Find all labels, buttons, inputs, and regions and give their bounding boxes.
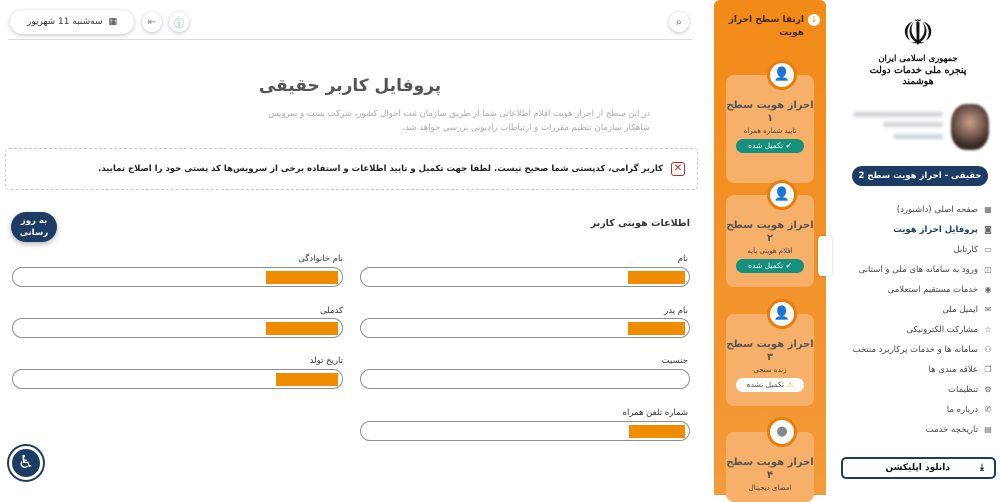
level-up-icon: ↓ bbox=[808, 14, 820, 26]
mail-icon: ✉ bbox=[984, 305, 992, 314]
user-icon: 👤 bbox=[767, 180, 797, 210]
sidebar-item-inquiry-services[interactable]: ◉ خدمات مستقیم استعلامی bbox=[887, 285, 992, 295]
status-badge: ✔ تکمیل شده bbox=[736, 139, 804, 153]
page-description: در این سطح از احراز هویت اقلام اطلاعاتی شما از طریق سازمان ثبت احوال کشور، شرکت پست و سرویس شاهکار سازمان تنظیم مقررات و ارتباطات رادیویی بررسی خواهد شد. bbox=[268, 109, 650, 133]
redacted-value bbox=[276, 373, 338, 386]
level-title: احراز هویت سطح ۳ bbox=[726, 339, 814, 363]
status-badge: ⚠ تکمیل نشده bbox=[736, 378, 804, 392]
download-label: دانلود اپلیکشن bbox=[885, 463, 951, 473]
sidebar-item-e-participation[interactable]: ☆ مشارکت الکترونیکی bbox=[906, 325, 992, 335]
last-name-label: نام خانوادگی bbox=[298, 254, 343, 264]
gender-label: جنسیت bbox=[661, 356, 688, 366]
first-name-field[interactable] bbox=[360, 267, 690, 287]
mobile-label: شماره تلفن همراه bbox=[622, 408, 688, 418]
sidebar-item-cartable[interactable]: ▭ کارتابل bbox=[953, 245, 992, 255]
redacted-value bbox=[629, 425, 685, 438]
download-app-button[interactable] bbox=[841, 457, 996, 479]
accessibility-button[interactable]: ♿ bbox=[9, 446, 43, 480]
level-card-1 bbox=[726, 67, 814, 183]
sidebar-item-dashboard[interactable]: ▦ صفحه اصلی (داشبورد) bbox=[896, 205, 992, 215]
download-icon: ⤓ bbox=[980, 463, 984, 473]
birth-date-label: تاریخ تولد bbox=[309, 356, 343, 366]
logo bbox=[868, 14, 968, 87]
sidebar-item-history[interactable]: ▤ تاریخچه خدمت bbox=[925, 425, 992, 435]
status-badge: ✔ تکمیل شده bbox=[736, 259, 804, 273]
logo-line2: پنجره ملی خدمات دولت هوشمند bbox=[869, 65, 967, 87]
user-level-badge: حقیقی - احراز هویت سطح 2 bbox=[852, 166, 988, 186]
level-subtitle: اقلام هویتی پایه bbox=[747, 247, 793, 255]
gear-icon: ⚙ bbox=[984, 385, 992, 394]
search-button[interactable]: ⌕ bbox=[669, 12, 689, 32]
redacted-value bbox=[628, 271, 685, 284]
father-name-field[interactable] bbox=[360, 318, 690, 338]
logout-button[interactable]: ⇤ bbox=[142, 12, 162, 32]
page-title: پروفایل کاربر حقیقی bbox=[258, 76, 442, 96]
history-icon: ▤ bbox=[984, 425, 992, 434]
level-title: احراز هویت سطح ۱ bbox=[726, 100, 814, 124]
gender-select[interactable] bbox=[360, 369, 690, 389]
sidebar-item-national-systems[interactable]: ◫ ورود به سامانه های ملی و استانی bbox=[858, 265, 992, 275]
top-bar bbox=[8, 8, 692, 40]
level-card-4 bbox=[726, 424, 814, 502]
sidebar-item-favorites[interactable]: ❐ علاقه مندی ها bbox=[928, 365, 992, 375]
error-icon: ✕ bbox=[671, 162, 685, 176]
login-icon: ◫ bbox=[984, 265, 992, 274]
sidebar-item-about[interactable]: ✆ درباره ما bbox=[946, 405, 992, 415]
sidebar-item-settings[interactable]: ⚙ تنظیمات bbox=[948, 385, 992, 395]
level-title: احراز هویت سطح ۴ bbox=[726, 457, 814, 481]
avatar bbox=[951, 104, 989, 150]
sidebar-nav bbox=[845, 200, 993, 440]
father-name-label: نام پدر bbox=[664, 306, 688, 316]
level-card-2 bbox=[726, 187, 814, 287]
id-icon: ◙ bbox=[984, 225, 992, 234]
user-icon: 👤 bbox=[767, 60, 797, 90]
level-title: احراز هویت سطح ۲ bbox=[726, 220, 814, 244]
date-display bbox=[10, 10, 134, 34]
level-subtitle: تایید شماره همراه bbox=[743, 127, 797, 135]
national-code-field[interactable] bbox=[12, 318, 343, 338]
redacted-value bbox=[628, 322, 685, 335]
sidebar-item-profile[interactable]: ◙ پروفایل احراز هویت bbox=[893, 225, 992, 235]
copy-icon: ❐ bbox=[984, 365, 992, 374]
panel-resize-handle[interactable] bbox=[818, 236, 832, 276]
user-icon: 👤 bbox=[767, 299, 797, 329]
sidebar-item-popular-services[interactable]: ⚇ سامانه ها و خدمات پرکاربرد منتخب bbox=[852, 345, 992, 355]
identity-levels-panel bbox=[714, 0, 826, 495]
signature-icon: ● bbox=[767, 417, 797, 447]
level-subtitle: امضای دیجیتال bbox=[748, 484, 792, 492]
database-icon: ◉ bbox=[984, 285, 992, 294]
info-button[interactable]: ⓘ bbox=[169, 12, 189, 32]
mobile-field[interactable] bbox=[360, 421, 690, 441]
postal-code-alert bbox=[5, 148, 698, 190]
emblem-icon: ☫ bbox=[901, 13, 935, 54]
sidebar-item-national-email[interactable]: ✉ ایمیل ملی bbox=[942, 305, 992, 315]
redacted-value bbox=[266, 322, 338, 335]
refresh-button[interactable]: به روز رسانی bbox=[11, 212, 57, 242]
first-name-label: نام bbox=[677, 254, 688, 264]
date-text: سه‌شنبه 11 شهریور bbox=[26, 17, 103, 27]
users-icon: ⚇ bbox=[984, 345, 992, 354]
phone-icon: ✆ bbox=[984, 405, 992, 414]
birth-date-field[interactable] bbox=[12, 369, 343, 389]
section-title: اطلاعات هویتی کاربر bbox=[590, 218, 690, 229]
grid-icon: ▦ bbox=[984, 205, 992, 214]
user-profile bbox=[848, 100, 993, 155]
levels-header: ارتقا سطح احراز هویت bbox=[728, 15, 804, 38]
last-name-field[interactable] bbox=[12, 267, 343, 287]
alert-text: کاربر گرامی، کدپستی شما صحیح نیست. لطفا جهت تکمیل و تایید اطلاعات و استفاده برخی از سرویس‌ها کد پستی خود را اصلاح نمایید. bbox=[98, 164, 663, 174]
logo-line1: جمهوری اسلامی ایران bbox=[878, 54, 958, 64]
folder-icon: ▭ bbox=[984, 245, 992, 254]
star-icon: ☆ bbox=[984, 325, 992, 334]
national-code-label: کدملی bbox=[320, 306, 343, 316]
level-card-3 bbox=[726, 306, 814, 406]
level-subtitle: زنده سنجی bbox=[753, 366, 787, 374]
calendar-icon: ▦ bbox=[108, 17, 118, 27]
redacted-value bbox=[266, 271, 338, 284]
